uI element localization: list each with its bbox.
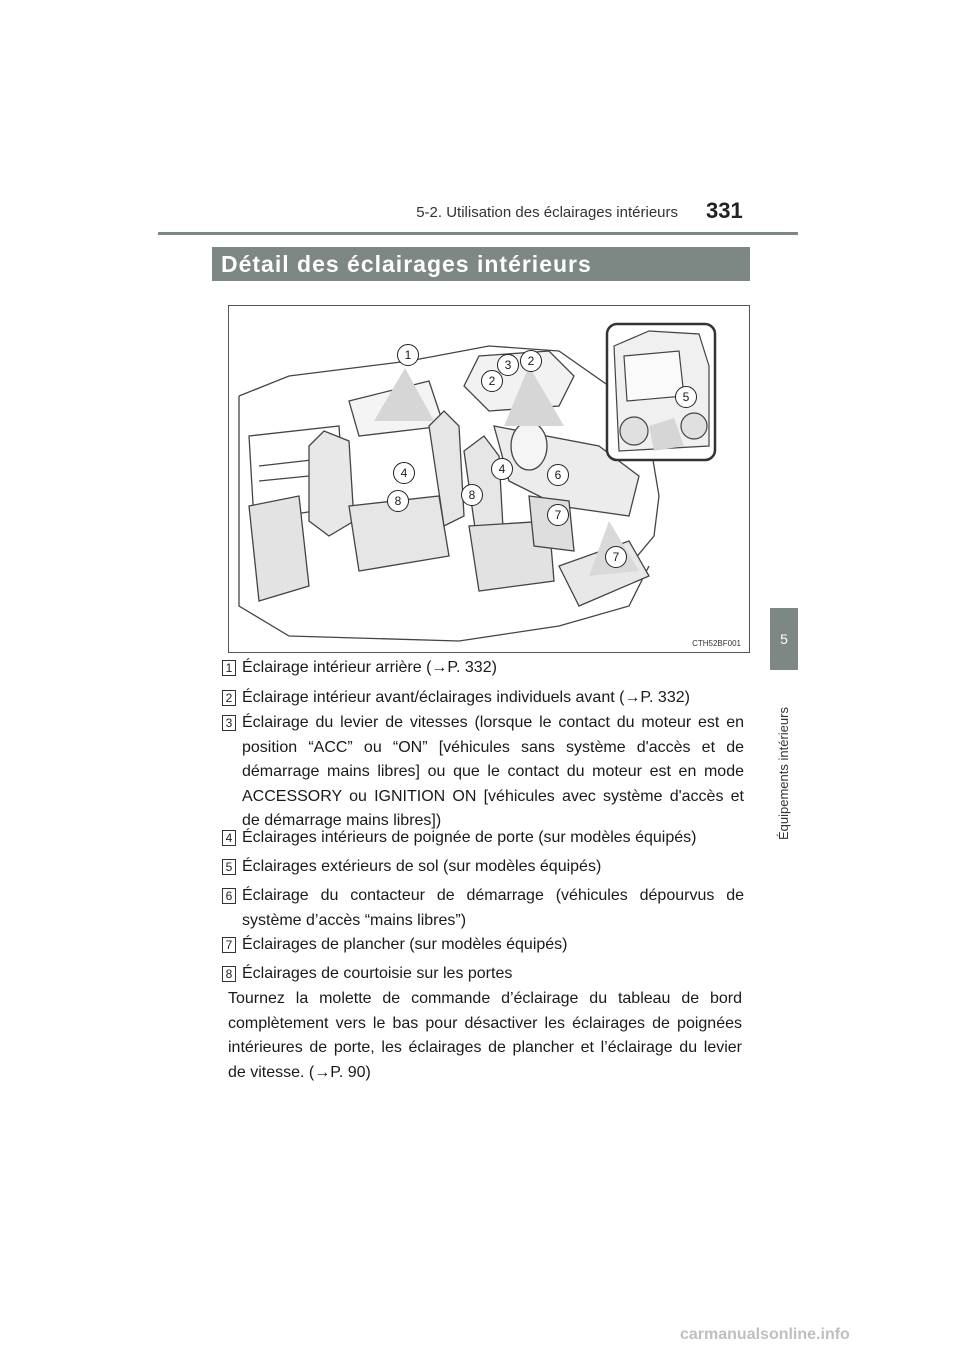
figure-callout-1: 1: [397, 344, 419, 366]
header-section-title: 5-2. Utilisation des éclairages intérieurs: [416, 204, 678, 221]
figure-callout-2: 2: [481, 370, 503, 392]
legend-item: [222, 686, 744, 711]
legend-text: Éclairage du levier de vitesses (lorsque le contact du moteur est en position “ACC” ou “ON” [véhicules sans système d'accès et de démarrage mains libres] ou que le contact du moteur est en mode ACCESSORY ou IGNITION ON [véhicules avec système d'accès et de démarrage mains libres]): [242, 714, 744, 829]
legend-text: Éclairages extérieurs de sol (sur modèles équipés): [242, 858, 602, 875]
legend-number-badge: 2: [222, 690, 236, 706]
figure-callout-4: 4: [491, 458, 513, 480]
figure-callout-3: 3: [497, 354, 519, 376]
legend-number-badge: 3: [222, 715, 236, 731]
figure-callout-8: 8: [387, 490, 409, 512]
legend-text: Éclairages de plancher (sur modèles équipés): [242, 936, 568, 953]
note-paragraph: Tournez la molette de commande d’éclairage du tableau de bord complètement vers le bas pour désactiver les éclairages de poignées intérieures de porte, les éclairages de plancher et l’éclairage du levier de vitesse. (→P. 90): [228, 990, 742, 1081]
legend-number-badge: 7: [222, 937, 236, 953]
legend-text: Éclairage intérieur avant/éclairages individuels avant (→P. 332): [242, 689, 690, 706]
legend-number-badge: 1: [222, 660, 236, 676]
figure-callout-5: 5: [675, 386, 697, 408]
legend-item: [222, 711, 744, 834]
figure-callout-2: 2: [520, 350, 542, 372]
legend-item: [222, 884, 744, 933]
watermark: carmanualsonline.info: [680, 1326, 850, 1343]
legend-item: [222, 855, 744, 880]
legend-number-badge: 8: [222, 966, 236, 982]
legend-item: [222, 826, 744, 851]
legend-number-badge: 6: [222, 888, 236, 904]
chapter-label: Équipements intérieurs: [776, 707, 791, 840]
figure-callout-4: 4: [393, 462, 415, 484]
legend-text: Éclairage intérieur arrière (→P. 332): [242, 659, 497, 676]
header-rule: [158, 232, 798, 235]
figure-code: CTH52BF001: [692, 639, 741, 648]
figure-callout-7: 7: [547, 504, 569, 526]
figure-callout-8: 8: [461, 484, 483, 506]
legend-item: [222, 656, 744, 681]
figure-callout-7: 7: [605, 546, 627, 568]
legend-text: Éclairages intérieurs de poignée de porte (sur modèles équipés): [242, 829, 697, 846]
legend-number-badge: 4: [222, 830, 236, 846]
legend-text: Éclairages de courtoisie sur les portes: [242, 965, 513, 982]
legend-number-badge: 5: [222, 859, 236, 875]
car-interior-illustration: [229, 306, 749, 652]
legend-item: [222, 962, 744, 987]
section-heading: Détail des éclairages intérieurs: [212, 247, 750, 281]
chapter-tab: 5: [770, 608, 798, 670]
legend-item: [222, 933, 744, 958]
page-number: 331: [706, 198, 743, 223]
figure-callout-6: 6: [547, 464, 569, 486]
legend-text: Éclairage du contacteur de démarrage (véhicules dépourvus de système d’accès “mains libres”): [242, 887, 744, 929]
interior-lights-figure: [228, 305, 750, 653]
